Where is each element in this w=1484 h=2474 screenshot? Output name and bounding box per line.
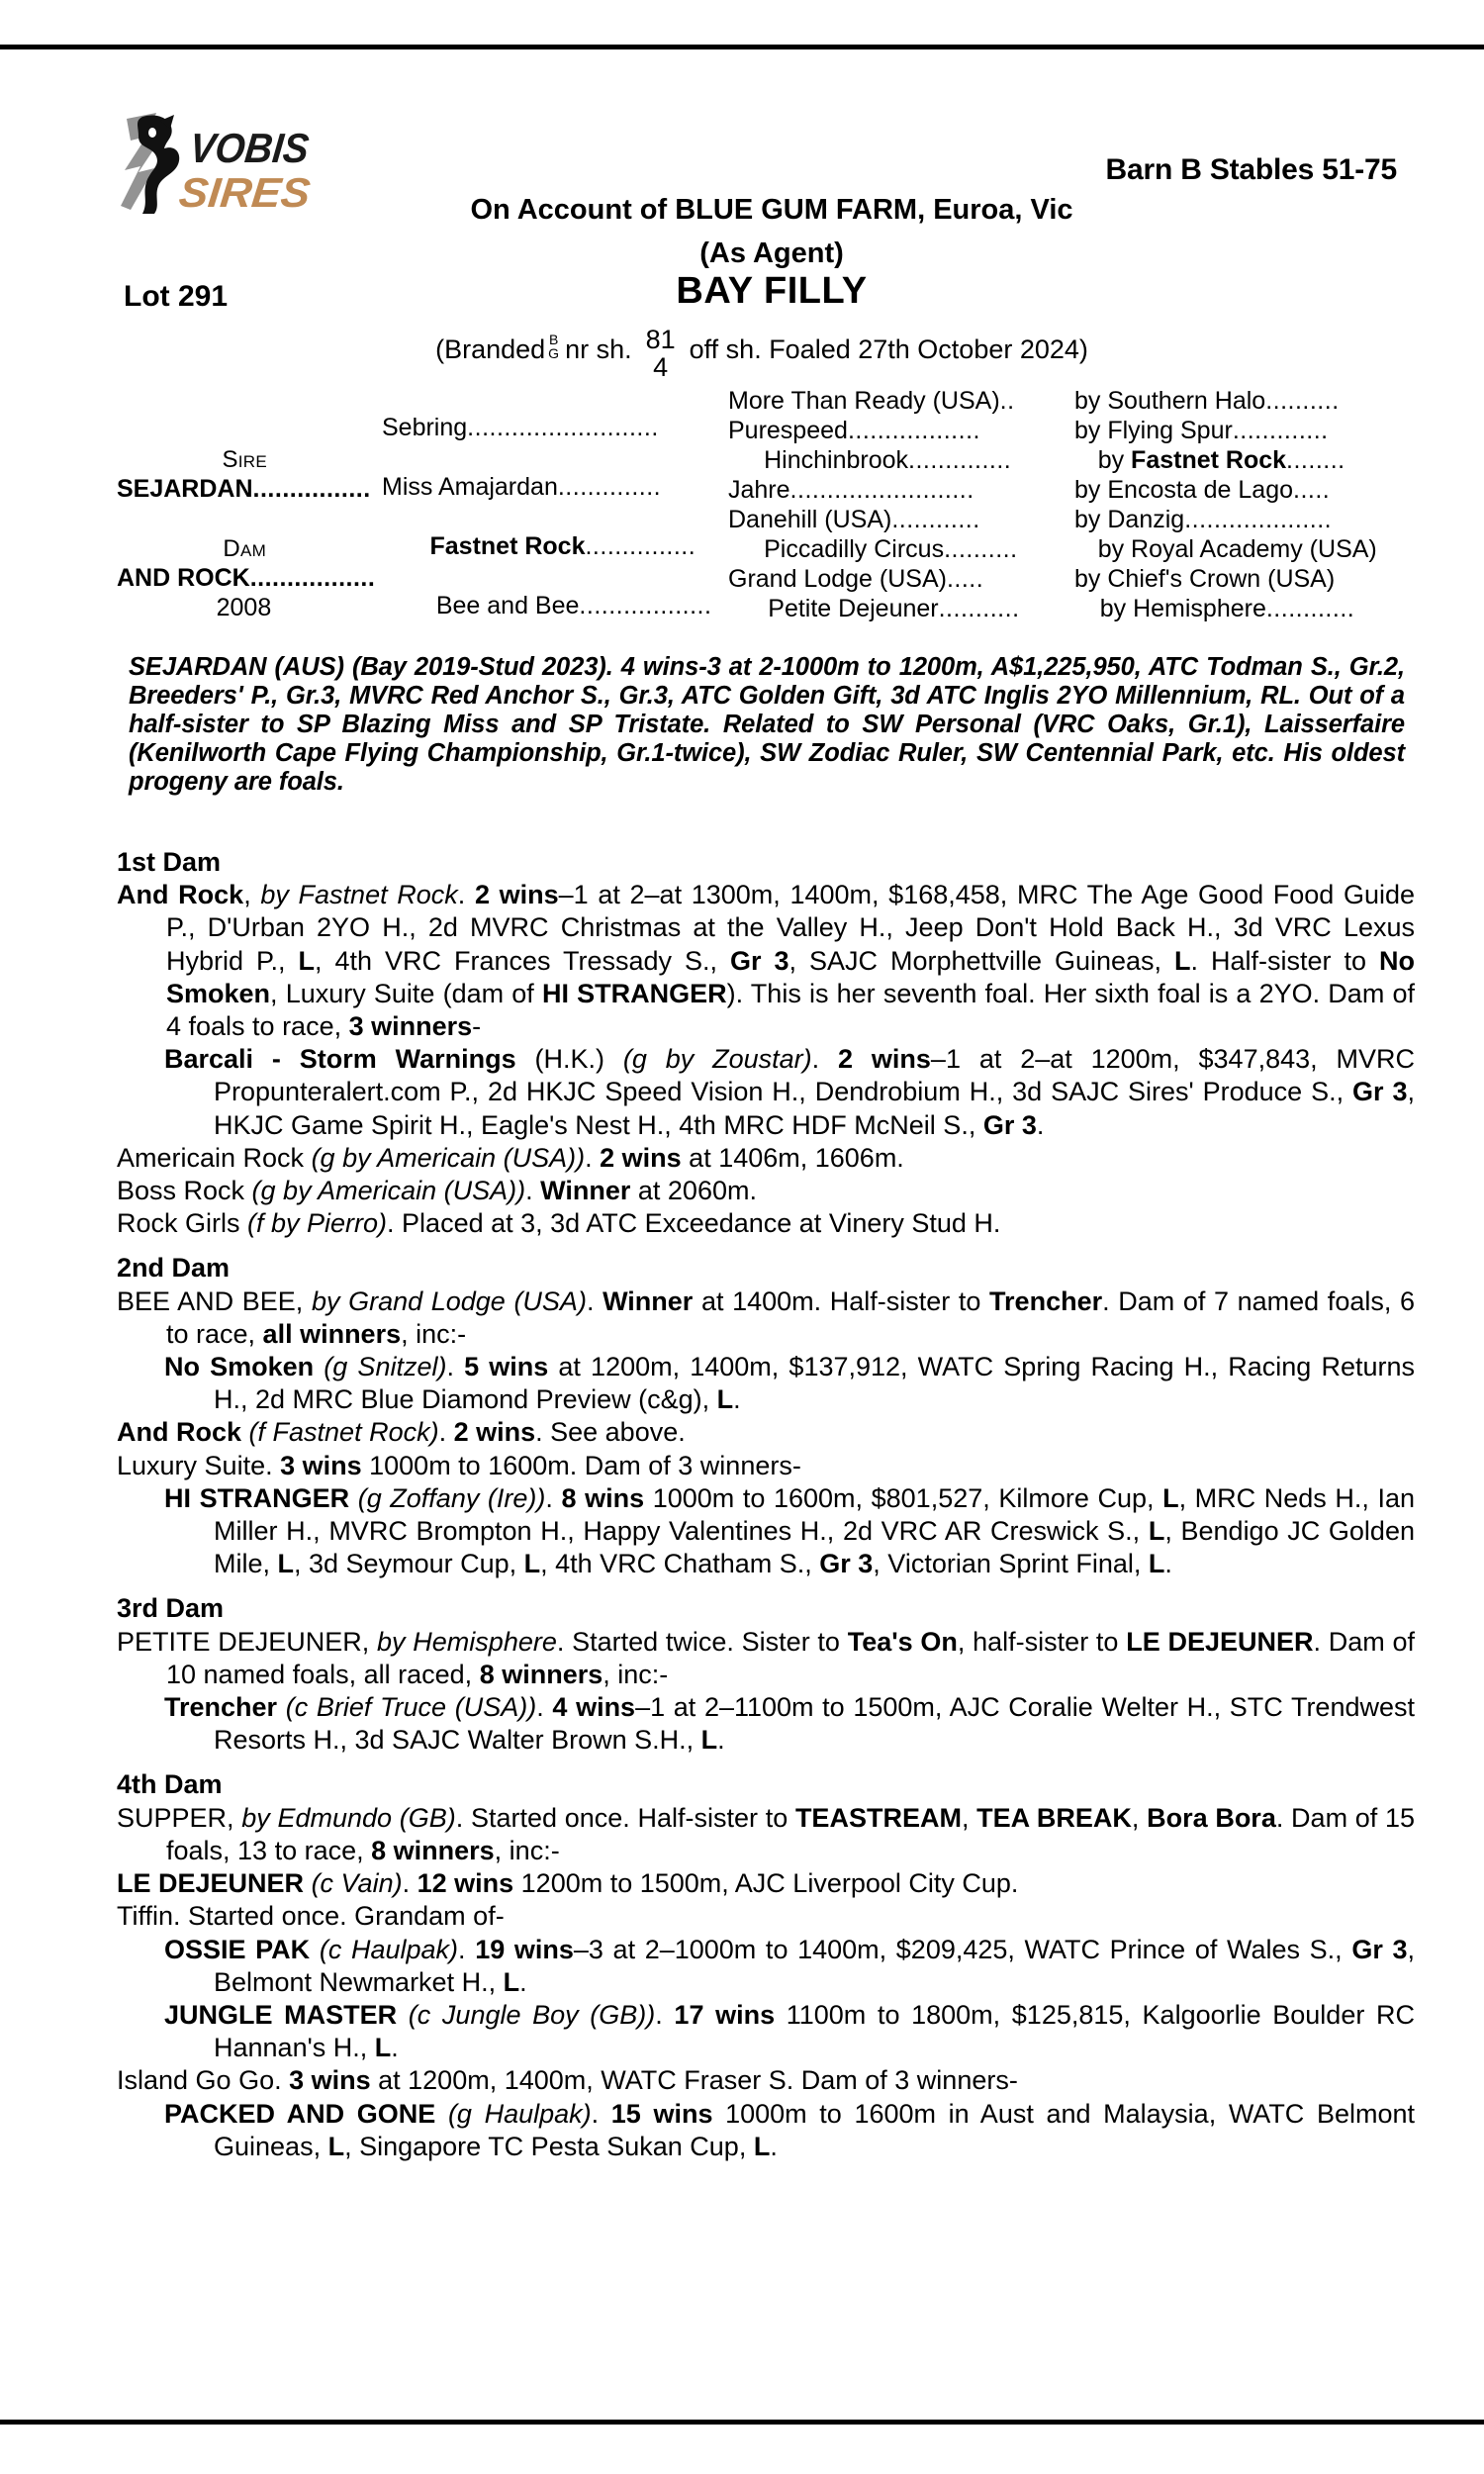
brand-number-bottom: 4 bbox=[653, 351, 669, 382]
pedigree-table bbox=[117, 386, 1413, 623]
logo-text-sires: SIRES bbox=[176, 169, 307, 216]
gen4-dots: ............. bbox=[1232, 417, 1329, 444]
pedigree-entry: SUPPER, by Edmundo (GB). Started once. Half-sister to TEASTREAM, TEA BREAK, Bora Bora. Dam of 15 foals, 13 to race, 8 winners, inc:- bbox=[117, 1802, 1416, 1865]
pedigree-row bbox=[117, 505, 1413, 534]
lot-number: Lot 291 bbox=[124, 280, 229, 313]
as-agent-note: (As Agent) bbox=[699, 238, 844, 269]
gen3-dots: ............ bbox=[891, 506, 980, 533]
gen2-name: Bee and Bee bbox=[435, 592, 580, 619]
pedigree-entry: And Rock, by Fastnet Rock. 2 wins–1 at 2–at 1300m, 1400m, $168,458, MRC The Age Good Food Guide P., D'Urban 2YO H., 2d MVRC Christmas at the Valley H., Jeep Don't Hold Back H., 3d VRC Lexus Hybrid P., L, 4th VRC Frances Tressady S., Gr 3, SAJC Morphettville Guineas, L. Half-sister to No Smoken, Luxury Suite (dam of HI STRANGER). This is her seventh foal. Her sixth foal is a 2YO. Dam of 4 foals to race, 3 winners- bbox=[117, 880, 1416, 1042]
gen2-name: Fastnet Rock bbox=[429, 532, 586, 560]
gen4-by: by bbox=[1097, 535, 1125, 563]
gen4-by: by bbox=[1074, 565, 1101, 593]
pedigree-entry: Boss Rock (g by Americain (USA)). Winner at 2060m. bbox=[117, 1176, 757, 1206]
gen4-by: by bbox=[1074, 506, 1101, 533]
barn-location: Barn B Stables 51-75 bbox=[1105, 153, 1397, 186]
gen4-by: by bbox=[1074, 476, 1101, 504]
brand-number-stack bbox=[646, 327, 676, 381]
gen2-dots: ............... bbox=[585, 532, 696, 560]
brand-mark-icon bbox=[548, 333, 559, 360]
gen4-dots: ..... bbox=[1293, 476, 1331, 504]
gen3-dots: ........... bbox=[938, 595, 1020, 622]
dam-generation-heading: 2nd Dam bbox=[117, 1253, 231, 1284]
pedigree-entry: Rock Girls (f by Pierro). Placed at 3, 3d ATC Exceedance at Vinery Stud H. bbox=[117, 1208, 1001, 1239]
pedigree-entry: Barcali - Storm Warnings (H.K.) (g by Zoustar). 2 wins–1 at 2–at 1200m, $347,843, MVRC Propunteralert.com P., 2d HKJC Speed Vision H., Dendrobium H., 3d SAJC Sires' Produce S., Gr 3, HKJC Game Spirit H., Eagle's Nest H., 4th MRC HDF McNeil S., Gr 3. bbox=[164, 1044, 1416, 1140]
gen4-name: Danzig bbox=[1107, 506, 1185, 533]
gen4-name: Hemisphere bbox=[1133, 595, 1266, 622]
gen2-name: Miss Amajardan bbox=[382, 473, 558, 501]
pedigree-row bbox=[117, 445, 1413, 475]
gen2-dots: .................. bbox=[579, 592, 712, 619]
pedigree-entry: Trencher (c Brief Truce (USA)). 4 wins–1 at 2–1100m to 1500m, AJC Coralie Welter H., STC Trendwest Resorts H., 3d SAJC Walter Brown S.H., L. bbox=[164, 1692, 1415, 1756]
gen3-dots: ......................... bbox=[789, 476, 974, 504]
brand-mark-top: B bbox=[548, 332, 559, 348]
gen3-name: Hinchinbrook bbox=[764, 446, 909, 474]
pedigree-entry: HI STRANGER (g Zoffany (Ire)). 8 wins 1000m to 1600m, $801,527, Kilmore Cup, L, MRC Neds H., Ian Miller H., MVRC Brompton H., Happy Valentines H., 2d VRC AR Creswick S., L, Bendigo JC Golden Mile, L, 3d Seymour Cup, L, 4th VRC Chatham S., Gr 3, Victorian Sprint Final, L. bbox=[164, 1482, 1415, 1579]
sire-summary-paragraph: SEJARDAN (AUS) (Bay 2019-Stud 2023). 4 wins-3 at 2-1000m to 1200m, A$1,225,950, ATC Todman S., Gr.2, Breeders' P., Gr.3, MVRC Red Anchor S., Gr.3, ATC Golden Gift, 3d ATC Inglis 2YO Millennium, RL. Out of a half-sister to SP Blazing Miss and SP Tristate. Related to SW Personal (VRC Oaks, Gr.1), Laisserfaire (Kenilworth Cape Flying Championship, Gr.1-twice), SW Zodiac Ruler, SW Centennial Park, etc. His oldest progeny are foals. bbox=[129, 653, 1405, 796]
dam-generation-heading: 1st Dam bbox=[117, 847, 222, 877]
gen4-dots: .......... bbox=[1265, 387, 1340, 415]
pedigree-narrative bbox=[117, 846, 1415, 2163]
pedigree-row bbox=[117, 564, 1413, 594]
gen4-by: by bbox=[1074, 417, 1101, 444]
pedigree-entry: No Smoken (g Snitzel). 5 wins at 1200m, 1400m, $137,912, WATC Spring Racing H., Racing Returns H., 2d MRC Blue Diamond Preview (c&g), L. bbox=[164, 1352, 1415, 1415]
pedigree-entry: Americain Rock (g by Americain (USA)). 2 wins at 1406m, 1606m. bbox=[117, 1142, 904, 1173]
pedigree-entry: And Rock (f Fastnet Rock). 2 wins. See above. bbox=[117, 1417, 686, 1448]
gen3-name: Grand Lodge (USA) bbox=[728, 565, 947, 593]
gen3-name: Danehill (USA) bbox=[728, 506, 892, 533]
sire-name: SEJARDAN bbox=[117, 475, 253, 503]
brand-number-top: 81 bbox=[645, 325, 676, 354]
pedigree-entry: JUNGLE MASTER (c Jungle Boy (GB)). 17 wins 1100m to 1800m, $125,815, Kalgoorlie Boulder RC Hannan's H., L. bbox=[164, 1999, 1415, 2063]
pedigree-entry: OSSIE PAK (c Haulpak). 19 wins–3 at 2–1000m to 1400m, $209,425, WATC Prince of Wales S., Gr 3, Belmont Newmarket H., L. bbox=[164, 1934, 1415, 1997]
pedigree-row bbox=[117, 475, 1413, 505]
branding-line bbox=[0, 323, 1484, 382]
dam-generation-heading: 3rd Dam bbox=[117, 1593, 225, 1624]
gen3-dots: .......... bbox=[944, 535, 1018, 563]
pedigree-entry: PACKED AND GONE (g Haulpak). 15 wins 1000m to 1600m in Aust and Malaysia, WATC Belmont Guineas, L, Singapore TC Pesta Sukan Cup, L. bbox=[164, 2098, 1415, 2161]
branded-prefix: (Branded bbox=[435, 334, 546, 365]
gen3-name: Petite Dejeuner bbox=[768, 595, 939, 622]
gen4-name: Fastnet Rock bbox=[1131, 446, 1287, 474]
gen4-name: Chief's Crown (USA) bbox=[1107, 565, 1336, 593]
pedigree-entry: Tiffin. Started once. Grandam of- bbox=[117, 1901, 505, 1932]
pedigree-row bbox=[117, 534, 1413, 564]
dam-label: Dam bbox=[223, 535, 267, 562]
gen2-dots: .............. bbox=[557, 473, 662, 501]
pedigree-entry: Luxury Suite. 3 wins 1000m to 1600m. Dam of 3 winners- bbox=[117, 1450, 801, 1480]
gen3-name: Jahre bbox=[728, 476, 790, 504]
gen3-name: More Than Ready (USA) bbox=[728, 387, 1000, 415]
sire-dots: ................ bbox=[252, 475, 371, 503]
gen4-dots: ............ bbox=[1265, 595, 1355, 622]
gen4-dots: ........ bbox=[1286, 446, 1345, 474]
vendor-account: On Account of BLUE GUM FARM, Euroa, Vic bbox=[470, 194, 1073, 226]
branded-near-shoulder: nr sh. bbox=[565, 334, 632, 365]
pedigree-entry: Island Go Go. 3 wins at 1200m, 1400m, WATC Fraser S. Dam of 3 winners- bbox=[117, 2065, 1018, 2096]
branded-suffix: off sh. Foaled 27th October 2024) bbox=[689, 334, 1088, 365]
dam-generation-heading: 4th Dam bbox=[117, 1769, 223, 1800]
gen3-dots: .............. bbox=[908, 446, 1012, 474]
logo-text-vobis: VOBIS bbox=[187, 125, 323, 171]
top-divider-rule bbox=[0, 45, 1484, 49]
dam-name: AND ROCK bbox=[117, 564, 250, 592]
gen3-dots: .. bbox=[999, 387, 1015, 415]
gen4-name: Royal Academy (USA) bbox=[1131, 535, 1377, 563]
sire-label: Sire bbox=[222, 446, 268, 473]
gen4-by: by bbox=[1097, 446, 1125, 474]
pedigree-entry: PETITE DEJEUNER, by Hemisphere. Started twice. Sister to Tea's On, half-sister to LE DEJEUNER. Dam of 10 named foals, all raced, 8 winners, inc:- bbox=[117, 1626, 1416, 1689]
gen4-name: Southern Halo bbox=[1107, 387, 1266, 415]
gen3-name: Purespeed bbox=[728, 417, 848, 444]
pedigree-row bbox=[117, 594, 1413, 623]
pedigree-entry: BEE AND BEE, by Grand Lodge (USA). Winner at 1400m. Half-sister to Trencher. Dam of 7 named foals, 6 to race, all winners, inc:- bbox=[117, 1285, 1415, 1349]
gen2-dots: .......................... bbox=[467, 414, 659, 441]
page-title: BAY FILLY bbox=[676, 270, 868, 312]
pedigree-entry: LE DEJEUNER (c Vain). 12 wins 1200m to 1500m, AJC Liverpool City Cup. bbox=[117, 1868, 1019, 1899]
bottom-divider-rule bbox=[0, 2420, 1484, 2425]
gen3-dots: .................. bbox=[847, 417, 980, 444]
gen3-name: Piccadilly Circus bbox=[764, 535, 945, 563]
gen3-dots: ..... bbox=[946, 565, 984, 593]
gen2-name: Sebring bbox=[382, 414, 468, 441]
gen4-by: by bbox=[1074, 387, 1101, 415]
pedigree-row bbox=[117, 416, 1413, 445]
dam-dots: ................. bbox=[249, 564, 376, 592]
gen4-name: Flying Spur bbox=[1107, 417, 1233, 444]
dam-year: 2008 bbox=[216, 594, 272, 621]
pedigree-row bbox=[117, 386, 1413, 416]
gen4-by: by bbox=[1099, 595, 1127, 622]
brand-mark-bottom: G bbox=[548, 344, 560, 361]
gen4-dots: .................... bbox=[1184, 506, 1333, 533]
gen4-name: Encosta de Lago bbox=[1107, 476, 1294, 504]
